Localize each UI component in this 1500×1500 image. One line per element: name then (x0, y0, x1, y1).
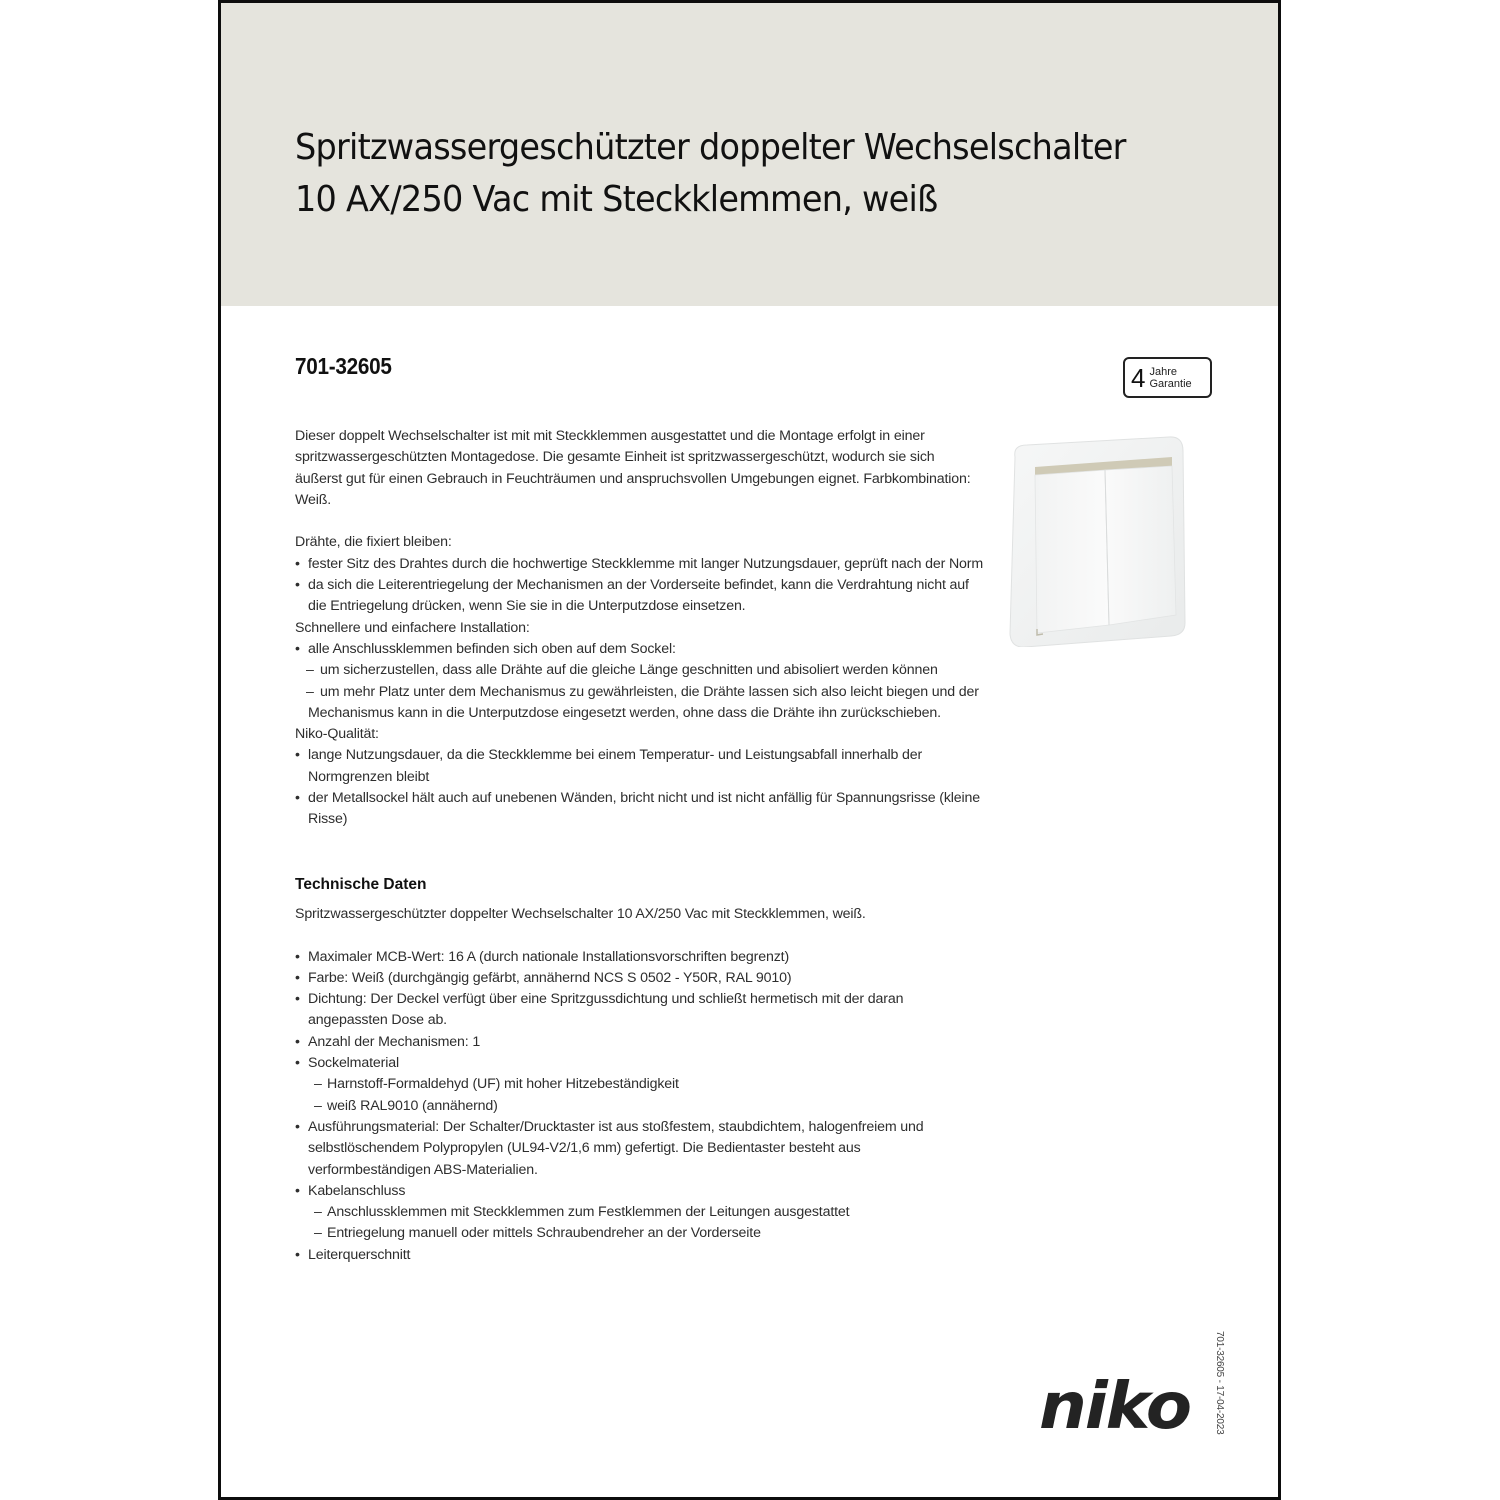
spec-subitem (295, 1074, 985, 1095)
feature-bullet: • fester Sitz des Drahtes durch die hochwertige Steckklemme mit langer Nutzungsdauer, geprüft nach der Norm (295, 554, 985, 575)
feature-subitem (295, 682, 985, 725)
spec-item: • Leiterquerschnitt (295, 1245, 985, 1266)
dash-marker: – (314, 1225, 322, 1242)
spec-item: • Anzahl der Mechanismen: 1 (295, 1032, 985, 1053)
double-switch-icon (1001, 435, 1189, 647)
dash-marker: – (314, 1076, 322, 1093)
technical-summary: Spritzwassergeschützter doppelter Wechselschalter 10 AX/250 Vac mit Steckklemmen, weiß. (295, 906, 866, 922)
spec-subitem-text: Entriegelung manuell oder mittels Schraubendreher an der Vorderseite (327, 1225, 761, 1242)
page-title (295, 122, 1169, 226)
title-line-1: Spritzwassergeschützter doppelter Wechselschalter (295, 127, 1126, 168)
spacer (295, 925, 985, 946)
warranty-badge (1123, 357, 1212, 398)
document-reference: 701-32605 - 17-04-2023 (1214, 1331, 1225, 1435)
spec-item: • Ausführungsmaterial: Der Schalter/Drucktaster ist aus stoßfestem, staubdichtem, halogenfreiem und selbstlöschendem Polypropylen (UL94-V2/1,6 mm) gefertigt. Die Bedientaster besteht aus verformbeständigen ABS-Materialien. (295, 1117, 985, 1181)
dash-marker: – (306, 683, 314, 700)
product-description (295, 426, 985, 831)
dash-marker: – (306, 662, 314, 679)
spec-item: • Kabelanschluss (295, 1181, 985, 1202)
warranty-label (1149, 366, 1191, 390)
warranty-label-line-1: Jahre (1149, 365, 1177, 378)
spec-subitem-text: Anschlussklemmen mit Steckklemmen zum Festklemmen der Leitungen ausgestattet (327, 1204, 850, 1221)
features-heading-quality: Niko-Qualität: (295, 726, 379, 743)
article-number: 701-32605 (295, 353, 392, 379)
feature-subitem-text: um mehr Platz unter dem Mechanismus zu gewährleisten, die Drähte lassen sich also leicht biegen und der Mechanismus kann in die Unterputzdose eingesetzt werden, ohne dass die Drähte ihn zurückschieben. (308, 683, 979, 721)
spec-subitem (295, 1202, 985, 1223)
feature-bullet: • alle Anschlussklemmen befinden sich oben auf dem Sockel: (295, 639, 985, 660)
features-heading-installation: Schnellere und einfachere Installation: (295, 619, 530, 636)
spec-subitem (295, 1096, 985, 1117)
feature-bullet: • da sich die Leiterentriegelung der Mechanismen an der Vorderseite befindet, kann die Verdrahtung nicht auf die Entriegelung drücken, wenn Sie sie in die Unterputzdose einsetzen. (295, 575, 985, 618)
niko-logo: niko (1039, 1370, 1190, 1444)
spec-subitem-text: weiß RAL9010 (annähernd) (327, 1097, 498, 1114)
warranty-years: 4 (1131, 362, 1146, 393)
product-image-switch (1001, 435, 1189, 647)
features-heading-wires: Drähte, die fixiert bleiben: (295, 534, 452, 551)
spec-subitem-text: Harnstoff-Formaldehyd (UF) mit hoher Hitzebeständigkeit (327, 1076, 679, 1093)
spec-item: • Farbe: Weiß (durchgängig gefärbt, annähernd NCS S 0502 - Y50R, RAL 9010) (295, 968, 985, 989)
spec-subitem (295, 1223, 985, 1244)
spec-item: • Sockelmaterial (295, 1053, 985, 1074)
spec-item: • Maximaler MCB-Wert: 16 A (durch nationale Installationsvorschriften begrenzt) (295, 947, 985, 968)
technical-data (295, 904, 985, 1266)
technical-data-heading: Technische Daten (295, 876, 427, 893)
spacer (295, 511, 985, 532)
intro-paragraph: Dieser doppelt Wechselschalter ist mit mit Steckklemmen ausgestattet und die Montage erfolgt in einer spritzwassergeschützten Montagedose. Die gesamte Einheit ist spritzwassergeschützt, wodurch sie sich äußerst gut für einen Gebrauch in Feuchträumen und anspruchsvollen Umgebungen eignet. Farbkombination: Weiß. (295, 428, 971, 508)
dash-marker: – (314, 1097, 322, 1114)
warranty-label-line-2: Garantie (1149, 377, 1192, 390)
feature-bullet: • der Metallsockel hält auch auf unebenen Wänden, bricht nicht und ist nicht anfällig für Spannungsrisse (kleine Risse) (295, 788, 985, 831)
spec-item: • Dichtung: Der Deckel verfügt über eine Spritzgussdichtung und schließt hermetisch mit der daran angepassten Dose ab. (295, 989, 985, 1032)
feature-subitem (295, 660, 985, 681)
title-line-2: 10 AX/250 Vac mit Steckklemmen, weiß (295, 179, 938, 220)
header-band (221, 3, 1278, 306)
datasheet-page (218, 0, 1281, 1500)
feature-bullet: • lange Nutzungsdauer, da die Steckklemme bei einem Temperatur- und Leistungsabfall innerhalb der Normgrenzen bleibt (295, 745, 985, 788)
feature-subitem-text: um sicherzustellen, dass alle Drähte auf die gleiche Länge geschnitten und abisoliert werden können (320, 662, 938, 679)
dash-marker: – (314, 1204, 322, 1221)
